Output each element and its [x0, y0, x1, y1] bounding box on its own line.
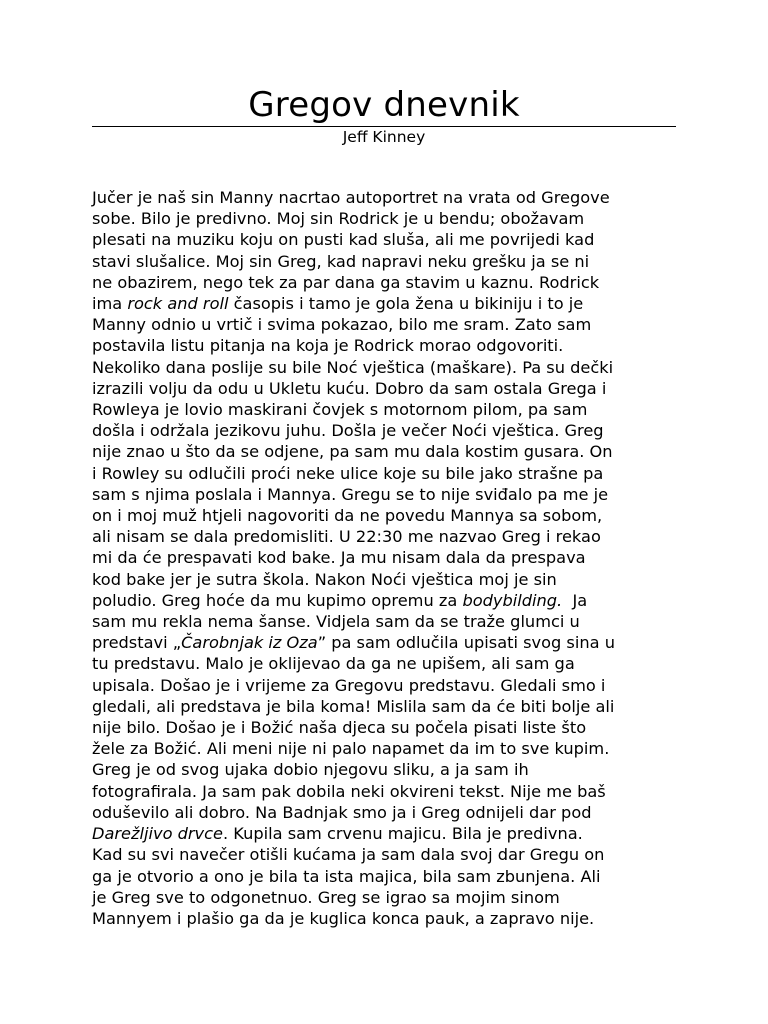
text-run: on i moj muž htjeli nagovoriti da ne povedu Mannya sa sobom,	[92, 506, 603, 526]
text-line	[92, 357, 692, 378]
text-run: Manny odnio u vrtič i svima pokazao, bilo me sram. Zato sam	[92, 315, 592, 335]
text-line	[92, 229, 692, 250]
text-line	[92, 272, 692, 293]
text-run: postavila listu pitanja na koja je Rodrick morao odgovoriti.	[92, 336, 564, 356]
text-line	[92, 887, 692, 908]
text-line	[92, 484, 692, 505]
text-run: ima	[92, 294, 128, 314]
text-line	[92, 335, 692, 356]
text-run: predstavi „	[92, 633, 182, 653]
text-line	[92, 675, 692, 696]
text-run: ” pa sam odlučila upisati svog sina u	[317, 633, 615, 653]
text-run: plesati na muziku koju on pusti kad sluša, ali me povrijedi kad	[92, 230, 595, 250]
text-run: poludio. Greg hoće da mu kupimo opremu za	[92, 590, 463, 610]
text-line	[92, 569, 692, 590]
text-run: Greg je od svog ujaka dobio njegovu sliku, a ja sam ih	[92, 760, 529, 780]
text-run: mi da će prespavati kod bake. Ja mu nisam dala da prespava	[92, 548, 586, 568]
text-line	[92, 547, 692, 568]
text-line	[92, 823, 692, 844]
text-line	[92, 632, 692, 653]
italic-text: Darežljivo drvce	[92, 824, 223, 844]
text-run: nije znao u što da se odjene, pa sam mu dala kostim gusara. On	[92, 442, 613, 462]
document-author: Jeff Kinney	[342, 128, 426, 146]
text-line	[92, 844, 692, 865]
text-run: stavi slušalice. Moj sin Greg, kad napravi neku grešku ja se ni	[92, 251, 590, 271]
text-run: došla i održala jezikovu juhu. Došla je večer Noći vještica. Greg	[92, 421, 604, 441]
text-run: i Rowley su odlučili proći neke ulice koje su bile jako strašne pa	[92, 463, 604, 483]
text-run: Nekoliko dana poslije su bile Noć vještica (maškare). Pa su dečki	[92, 357, 614, 377]
italic-text: Čarobnjak iz Oza	[181, 633, 318, 653]
text-run: ga je otvorio a ono je bila ta ista majica, bila sam zbunjena. Ali	[92, 866, 601, 886]
text-run: sam s njima poslala i Mannya. Gregu se to nije sviđalo pa me je	[92, 484, 609, 504]
text-line	[92, 717, 692, 738]
text-run: Kad su svi navečer otišli kućama ja sam dala svoj dar Gregu on	[92, 845, 605, 865]
text-run: Ja	[562, 590, 588, 610]
text-line	[92, 314, 692, 335]
text-line	[92, 802, 692, 823]
text-run: ne obazirem, nego tek za par dana ga stavim u kaznu. Rodrick	[92, 272, 600, 292]
text-run: Mannyem i plašio ga da je kuglica konca pauk, a zapravo nije.	[92, 908, 595, 928]
text-line	[92, 526, 692, 547]
text-line	[92, 378, 692, 399]
italic-text: bodybilding.	[462, 590, 563, 610]
text-line	[92, 738, 692, 759]
text-run: časopis i tamo je gola žena u bikiniju i to je	[228, 294, 584, 314]
text-line	[92, 208, 692, 229]
text-line	[92, 399, 692, 420]
text-line	[92, 908, 692, 929]
text-run: je Greg sve to odgonetnuo. Greg se igrao sa mojim sinom	[92, 887, 560, 907]
text-line	[92, 781, 692, 802]
text-run: Jučer je naš sin Manny nacrtao autoportret na vrata od Gregove	[92, 188, 610, 207]
text-line	[92, 590, 692, 611]
text-line	[92, 759, 692, 780]
text-run: fotografirala. Ja sam pak dobila neki okvireni tekst. Nije me baš	[92, 781, 606, 801]
body-paragraph	[92, 187, 692, 929]
text-line	[92, 463, 692, 484]
text-run: sam mu rekla nema šanse. Vidjela sam da se traže glumci u	[92, 612, 580, 632]
text-run: oduševilo ali dobro. Na Badnjak smo ja i Greg odnijeli dar pod	[92, 802, 592, 822]
text-line	[92, 866, 692, 887]
text-line	[92, 653, 692, 674]
text-line	[92, 420, 692, 441]
text-line	[92, 187, 692, 208]
text-run: žele za Božić. Ali meni nije ni palo napamet da im to sve kupim.	[92, 739, 610, 759]
text-run: upisala. Došao je i vrijeme za Gregovu predstavu. Gledali smo i	[92, 675, 606, 695]
text-line	[92, 251, 692, 272]
text-run: ali nisam se dala predomisliti. U 22:30 me nazvao Greg i rekao	[92, 527, 601, 547]
text-line	[92, 293, 692, 314]
text-run: kod bake jer je sutra škola. Nakon Noći vještica moj je sin	[92, 569, 557, 589]
italic-text: rock and roll	[127, 294, 229, 314]
text-line	[92, 696, 692, 717]
text-line	[92, 505, 692, 526]
text-run: sobe. Bilo je predivno. Moj sin Rodrick je u bendu; obožavam	[92, 209, 585, 229]
text-line	[92, 441, 692, 462]
text-line	[92, 611, 692, 632]
text-run: nije bilo. Došao je i Božić naša djeca su počela pisati liste što	[92, 718, 587, 738]
text-run: . Kupila sam crvenu majicu. Bila je predivna.	[223, 824, 583, 844]
text-run: izrazili volju da odu u Ukletu kuću. Dobro da sam ostala Grega i	[92, 378, 607, 398]
text-run: tu predstavu. Malo je oklijevao da ga ne upišem, ali sam ga	[92, 654, 575, 674]
text-run: Rowleya je lovio maskirani čovjek s motornom pilom, pa sam	[92, 400, 588, 420]
text-run: gledali, ali predstava je bila koma! Mislila sam da će biti bolje ali	[92, 696, 615, 716]
document-title: Gregov dnevnik	[248, 85, 520, 125]
